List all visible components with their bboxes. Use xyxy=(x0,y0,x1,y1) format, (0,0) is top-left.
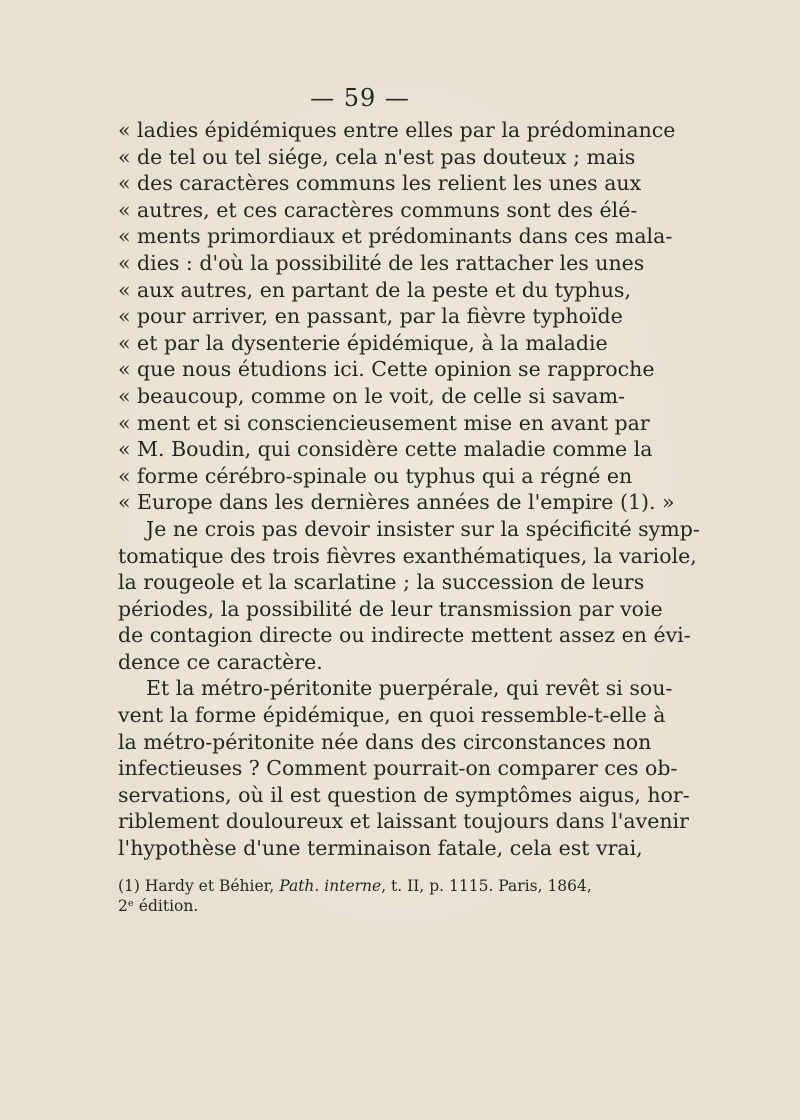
text-line: « M. Boudin, qui considère cette maladie comme la xyxy=(118,437,653,462)
footnote-line: 2ᵉ édition. xyxy=(118,897,199,915)
footnote-text: , t. II, p. 1115. Paris, 1864, xyxy=(381,877,592,895)
text-line: « des caractères communs les relient les unes aux xyxy=(118,171,642,196)
text-line: « dies : d'où la possibilité de les rattacher les unes xyxy=(118,250,645,275)
text-line: « ladies épidémiques entre elles par la prédominance xyxy=(118,118,676,142)
text-line: de contagion directe ou indirecte mettent assez en évi- xyxy=(118,623,691,648)
body-text xyxy=(118,117,700,862)
text-line: « beaucoup, comme on le voit, de celle si savam- xyxy=(118,383,625,408)
text-line: riblement douloureux et laissant toujours dans l'avenir xyxy=(118,809,689,834)
text-line: dence ce caractère. xyxy=(118,649,323,674)
text-line: la métro-péritonite née dans des circonstances non xyxy=(118,729,652,754)
text-line: « autres, et ces caractères communs sont des élé- xyxy=(118,197,638,222)
footnote-italic-title: Path. interne xyxy=(279,877,382,895)
text-line: périodes, la possibilité de leur transmission par voie xyxy=(118,596,663,621)
text-line: « aux autres, en partant de la peste et du typhus, xyxy=(118,277,631,302)
text-line: infectieuses ? Comment pourrait-on comparer ces ob- xyxy=(118,756,678,781)
text-line: « ments primordiaux et prédominants dans ces mala- xyxy=(118,224,673,249)
text-line: « de tel ou tel siége, cela n'est pas douteux ; mais xyxy=(118,144,636,169)
text-line: « pour arriver, en passant, par la fièvre typhoïde xyxy=(118,304,623,329)
footnote xyxy=(118,876,602,916)
text-line: « ment et si consciencieusement mise en avant par xyxy=(118,410,650,435)
text-line: servations, où il est question de symptômes aigus, hor- xyxy=(118,782,690,807)
paragraph-first-line: Et la métro-péritonite puerpérale, qui revêt si sou- xyxy=(146,676,673,701)
text-line: vent la forme épidémique, en quoi ressemble-t-elle à xyxy=(118,703,666,728)
footnote-line xyxy=(118,876,602,896)
text-line: tomatique des trois fièvres exanthématiques, la variole, xyxy=(118,543,697,568)
text-line: la rougeole et la scarlatine ; la succession de leurs xyxy=(118,570,645,595)
paragraph-first-line: Je ne crois pas devoir insister sur la spécificité symp- xyxy=(146,516,700,541)
footnote-text: (1) Hardy et Béhier, xyxy=(118,877,280,895)
page-number: — 59 — xyxy=(310,84,410,112)
text-line: l'hypothèse d'une terminaison fatale, cela est vrai, xyxy=(118,836,643,861)
text-line: « que nous étudions ici. Cette opinion se rapproche xyxy=(118,357,655,382)
text-line: « et par la dysenterie épidémique, à la maladie xyxy=(118,330,608,355)
text-line: « forme cérébro-spinale ou typhus qui a régné en xyxy=(118,463,633,488)
text-line: « Europe dans les dernières années de l'empire (1). » xyxy=(118,490,675,515)
